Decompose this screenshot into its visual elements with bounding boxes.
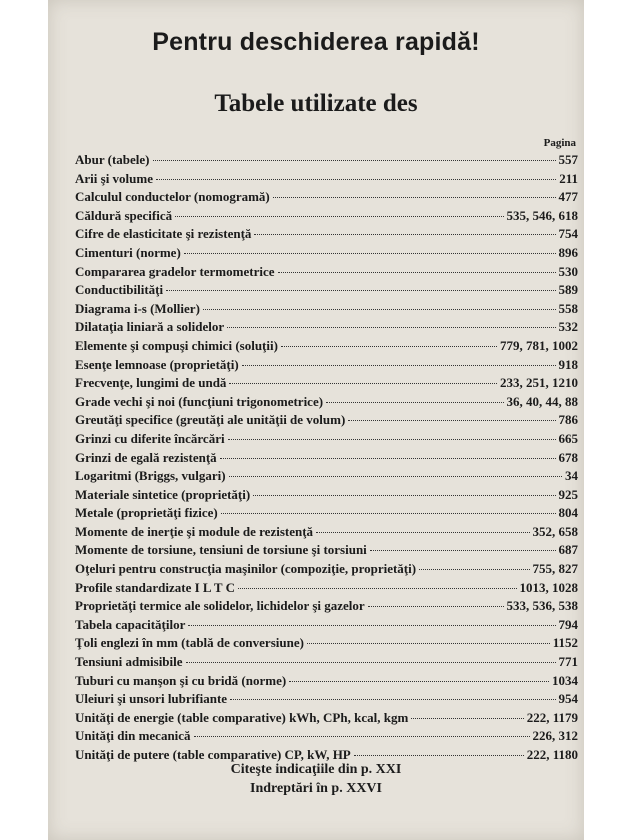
entry-pages: 804 — [558, 505, 578, 521]
entry-label: Esenţe lemnoase (proprietăţi) — [75, 356, 239, 372]
list-item — [75, 189, 578, 208]
list-item — [75, 505, 578, 524]
dot-leader — [354, 755, 524, 756]
entry-label: Unităţi de energie (table comparative) kWh, CPh, kcal, kgm — [75, 709, 409, 725]
entry-pages: 954 — [558, 691, 578, 707]
entry-label: Grinzi de egală rezistenţă — [75, 449, 217, 465]
dot-leader — [411, 718, 523, 719]
dot-leader — [419, 569, 529, 570]
list-item — [75, 171, 578, 190]
footer-note-indications: Citeşte indicaţiile din p. XXI — [230, 762, 402, 777]
dot-leader — [254, 234, 555, 235]
list-item — [75, 728, 578, 747]
entry-label: Momente de inerţie şi module de rezistenţă — [75, 523, 314, 539]
entry-pages: 1152 — [552, 635, 578, 651]
page-column-label: Pagina — [543, 137, 576, 149]
entry-pages: 918 — [558, 356, 578, 372]
dot-leader — [203, 309, 556, 310]
entry-label: Abur (tabele) — [75, 152, 150, 167]
dot-leader — [229, 476, 562, 477]
entry-pages: 754 — [558, 226, 578, 242]
entry-label: Ţoli englezi în mm (tablă de conversiune) — [75, 635, 304, 651]
dot-leader — [326, 402, 503, 403]
entry-label: Oţeluri pentru construcţia maşinilor (compoziţie, proprietăţi) — [75, 561, 417, 577]
dot-leader — [368, 606, 504, 607]
dot-leader — [307, 643, 550, 644]
section-title: Tabele utilizate des — [214, 90, 418, 117]
dot-leader — [184, 253, 556, 254]
entry-pages: 925 — [558, 486, 578, 502]
entry-pages: 34 — [565, 468, 578, 484]
entry-label: Frecvenţe, lungimi de undă — [75, 375, 227, 391]
entry-label: Dilataţia liniară a solidelor — [75, 319, 225, 335]
dot-leader — [194, 736, 530, 737]
entry-label: Tensiuni admisibile — [75, 654, 183, 670]
entry-pages: 771 — [558, 654, 578, 670]
list-item — [75, 226, 578, 245]
list-item — [75, 394, 578, 413]
entry-pages: 211 — [559, 170, 578, 186]
list-item — [75, 338, 578, 357]
entry-label: Unităţi din mecanică — [75, 728, 191, 744]
dot-leader — [153, 160, 556, 161]
entry-label: Cimenturi (norme) — [75, 244, 181, 260]
list-item — [75, 208, 578, 227]
entry-pages: 477 — [558, 189, 578, 205]
dot-leader — [175, 216, 503, 217]
entry-label: Calculul conductelor (nomogramă) — [75, 189, 270, 205]
entry-label: Metale (proprietăţi fizice) — [75, 505, 218, 521]
entry-label: Logaritmi (Briggs, vulgari) — [75, 468, 226, 484]
dot-leader — [289, 681, 549, 682]
list-item — [75, 450, 578, 469]
entry-label: Elemente şi compuşi chimici (soluţii) — [75, 337, 278, 353]
entry-pages: 678 — [558, 449, 578, 465]
entry-pages: 533, 536, 538 — [506, 598, 578, 614]
dot-leader — [166, 290, 555, 291]
list-item — [75, 673, 578, 692]
entry-pages: 755, 827 — [532, 561, 578, 577]
list-item — [75, 282, 578, 301]
list-item — [75, 617, 578, 636]
entry-pages: 779, 781, 1002 — [500, 337, 578, 353]
entry-label: Grinzi cu diferite încărcări — [75, 430, 225, 446]
entry-label: Uleiuri şi unsori lubrifiante — [75, 691, 228, 707]
dot-leader — [238, 588, 517, 589]
dot-leader — [316, 532, 529, 533]
entry-pages: 222, 1180 — [526, 747, 578, 762]
entry-label: Grade vechi şi noi (funcţiuni trigonometrice) — [75, 393, 324, 409]
dot-leader — [188, 625, 555, 626]
list-item — [75, 654, 578, 673]
dot-leader — [348, 420, 555, 421]
entry-label: Diagrama i-s (Mollier) — [75, 300, 200, 316]
entry-pages: 896 — [558, 244, 578, 260]
entry-pages: 222, 1179 — [526, 709, 578, 725]
dot-leader — [220, 458, 556, 459]
entry-pages: 233, 251, 1210 — [500, 375, 578, 391]
entry-pages: 1034 — [552, 672, 578, 688]
entry-pages: 665 — [558, 430, 578, 446]
entry-pages: 794 — [558, 616, 578, 632]
dot-leader — [186, 662, 556, 663]
dot-leader — [281, 346, 497, 347]
entry-label: Tabela capacităţilor — [75, 616, 186, 632]
list-item — [75, 468, 578, 487]
entry-pages: 352, 658 — [532, 523, 578, 539]
entry-pages: 557 — [558, 152, 578, 167]
list-item — [75, 710, 578, 729]
entry-label: Profile standardizate I L T C — [75, 579, 235, 595]
entry-pages: 687 — [558, 542, 578, 558]
dot-leader — [278, 272, 556, 273]
dot-leader — [242, 365, 556, 366]
list-item — [75, 561, 578, 580]
entry-label: Tuburi cu manşon şi cu bridă (norme) — [75, 672, 287, 688]
entry-label: Momente de torsiune, tensiuni de torsiune şi torsiuni — [75, 542, 367, 558]
list-item — [75, 412, 578, 431]
list-item — [75, 152, 578, 171]
list-item — [75, 431, 578, 450]
entry-pages: 558 — [558, 300, 578, 316]
dot-leader — [370, 550, 556, 551]
entry-label: Cifre de elasticitate şi rezistenţă — [75, 226, 252, 242]
list-item — [75, 524, 578, 543]
entry-pages: 36, 40, 44, 88 — [506, 393, 578, 409]
entry-label: Compararea gradelor termometrice — [75, 263, 275, 279]
dot-leader — [230, 699, 555, 700]
entry-pages: 226, 312 — [532, 728, 578, 744]
list-item — [75, 487, 578, 506]
list-item — [75, 264, 578, 283]
list-item — [75, 375, 578, 394]
entry-label: Unităţi de putere (table comparative) CP, kW, HP — [75, 747, 351, 762]
entry-pages: 589 — [558, 282, 578, 298]
list-item — [75, 245, 578, 264]
list-item — [75, 635, 578, 654]
dot-leader — [229, 383, 497, 384]
entry-pages: 535, 546, 618 — [506, 207, 578, 223]
entry-label: Proprietăţi termice ale solidelor, lichidelor şi gazelor — [75, 598, 365, 614]
entry-pages: 530 — [558, 263, 578, 279]
dot-leader — [273, 197, 556, 198]
list-item — [75, 598, 578, 617]
dot-leader — [156, 179, 556, 180]
footer-note-corrections: Indreptări în p. XXVI — [250, 781, 382, 796]
entry-label: Căldură specifică — [75, 207, 173, 223]
table-index-list — [75, 152, 578, 766]
book-page — [48, 0, 584, 840]
entry-label: Conductibilităţi — [75, 282, 164, 298]
dot-leader — [228, 439, 556, 440]
list-item — [75, 542, 578, 561]
entry-label: Greutăţi specifice (greutăţi ale unităţii de volum) — [75, 412, 346, 428]
list-item — [75, 301, 578, 320]
entry-pages: 786 — [558, 412, 578, 428]
list-item — [75, 691, 578, 710]
page-headline: Pentru deschiderea rapidă! — [152, 28, 480, 56]
list-item — [75, 580, 578, 599]
entry-label: Arii şi volume — [75, 170, 153, 186]
entry-label: Materiale sintetice (proprietăţi) — [75, 486, 251, 502]
entry-pages: 1013, 1028 — [519, 579, 578, 595]
dot-leader — [227, 327, 555, 328]
list-item — [75, 357, 578, 376]
dot-leader — [253, 495, 555, 496]
list-item — [75, 319, 578, 338]
entry-pages: 532 — [558, 319, 578, 335]
dot-leader — [221, 513, 556, 514]
